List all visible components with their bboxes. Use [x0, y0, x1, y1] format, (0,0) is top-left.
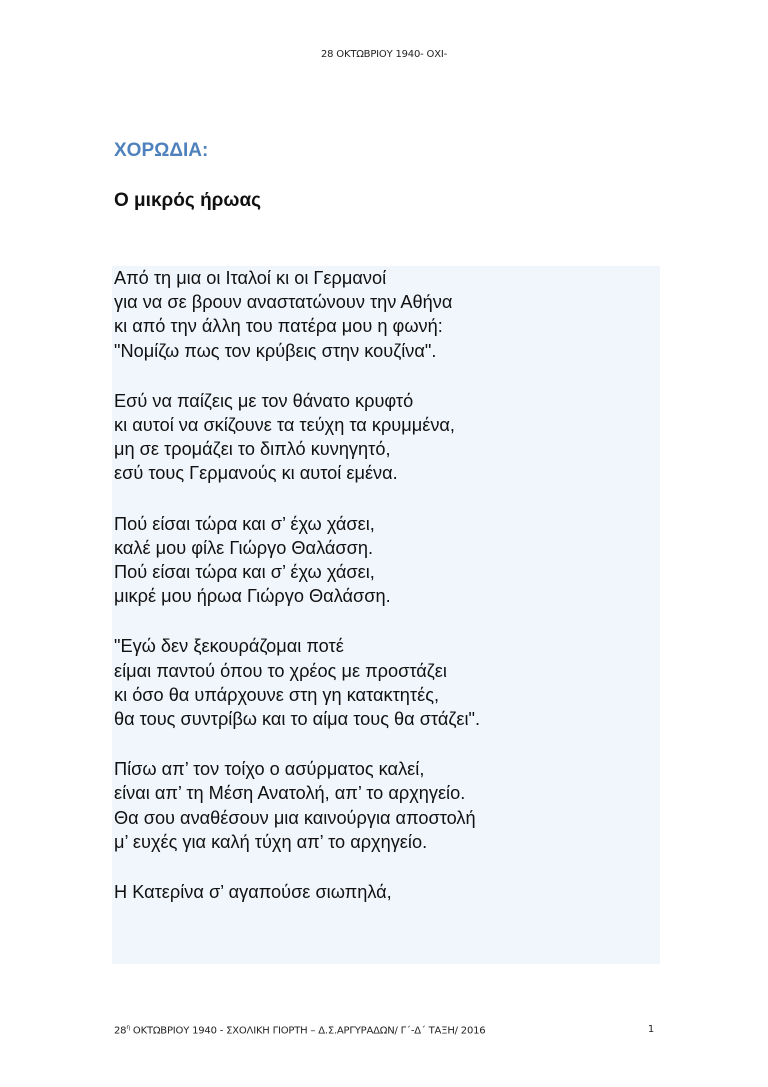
footer-superscript: η: [126, 1024, 130, 1031]
lyric-line: Θα σου αναθέσουν μια καινούργια αποστολή: [114, 807, 476, 828]
lyric-line: κι αυτοί να σκίζουνε τα τεύχη τα κρυμμένα,: [114, 415, 455, 436]
stanza: [114, 880, 660, 904]
lyric-line: Η Κατερίνα σ’ αγαπούσε σιωπηλά,: [114, 882, 392, 903]
lyrics: [114, 266, 660, 930]
lyric-line: "Νομίζω πως τον κρύβεις στην κουζίνα".: [114, 340, 437, 361]
stanza: [114, 266, 660, 363]
lyric-line: κι από την άλλη του πατέρα μου η φωνή:: [114, 316, 443, 337]
header-text: 28 ΟΚΤΩΒΡΙΟΥ 1940- ΟΧΙ-: [321, 49, 447, 60]
footer-main-text: ΟΚΤΩΒΡΙΟΥ 1940 - ΣΧΟΛΙΚΗ ΓΙΟΡΤΗ – Δ.Σ.ΑΡΓΥΡΑΔΩΝ/ Γ΄-Δ΄ ΤΑΞΗ/ 2016: [129, 1025, 486, 1037]
lyric-line: κι όσο θα υπάρχουνε στη γη κατακτητές,: [114, 684, 440, 705]
section-title: ΧΟΡΩΔΙΑ:: [114, 140, 209, 161]
lyric-line: μ’ ευχές για καλή τύχη απ’ το αρχηγείο.: [114, 831, 428, 852]
lyric-line: εσύ τους Γερμανούς κι αυτοί εμένα.: [114, 463, 398, 484]
lyric-line: μικρέ μου ήρωα Γιώργο Θαλάσση.: [114, 586, 391, 607]
lyric-line: είναι απ’ τη Μέση Ανατολή, απ’ το αρχηγείο.: [114, 783, 466, 804]
footer-text: [114, 1024, 485, 1036]
lyric-line: Εσύ να παίζεις με τον θάνατο κρυφτό: [114, 390, 414, 411]
lyric-line: Από τη μια οι Ιταλοί κι οι Γερμανοί: [114, 268, 387, 288]
lyric-line: "Εγώ δεν ξεκουράζομαι ποτέ: [114, 636, 344, 657]
stanza: [114, 634, 660, 731]
lyric-line: Πού είσαι τώρα και σ’ έχω χάσει,: [114, 562, 375, 583]
stanza: [114, 757, 660, 854]
stanza: [114, 389, 660, 486]
page-number: 1: [647, 1024, 654, 1035]
stanza: [114, 512, 660, 609]
footer-prefix: 28: [114, 1025, 127, 1037]
lyric-line: είμαι παντού όπου το χρέος με προστάζει: [114, 660, 447, 681]
song-title: Ο μικρός ήρωας: [114, 190, 262, 211]
lyric-line: μη σε τρομάζει το διπλό κυνηγητό,: [114, 439, 391, 460]
lyric-line: Πίσω απ’ τον τοίχο ο ασύρματος καλεί,: [114, 759, 425, 780]
lyric-line: για να σε βρουν αναστατώνουν την Αθήνα: [114, 292, 453, 313]
page-header: [0, 49, 768, 60]
lyric-line: Πού είσαι τώρα και σ’ έχω χάσει,: [114, 513, 375, 534]
lyric-line: καλέ μου φίλε Γιώργο Θαλάσση.: [114, 537, 374, 558]
lyric-line: θα τους συντρίβω και το αίμα τους θα στάζει".: [114, 709, 481, 730]
